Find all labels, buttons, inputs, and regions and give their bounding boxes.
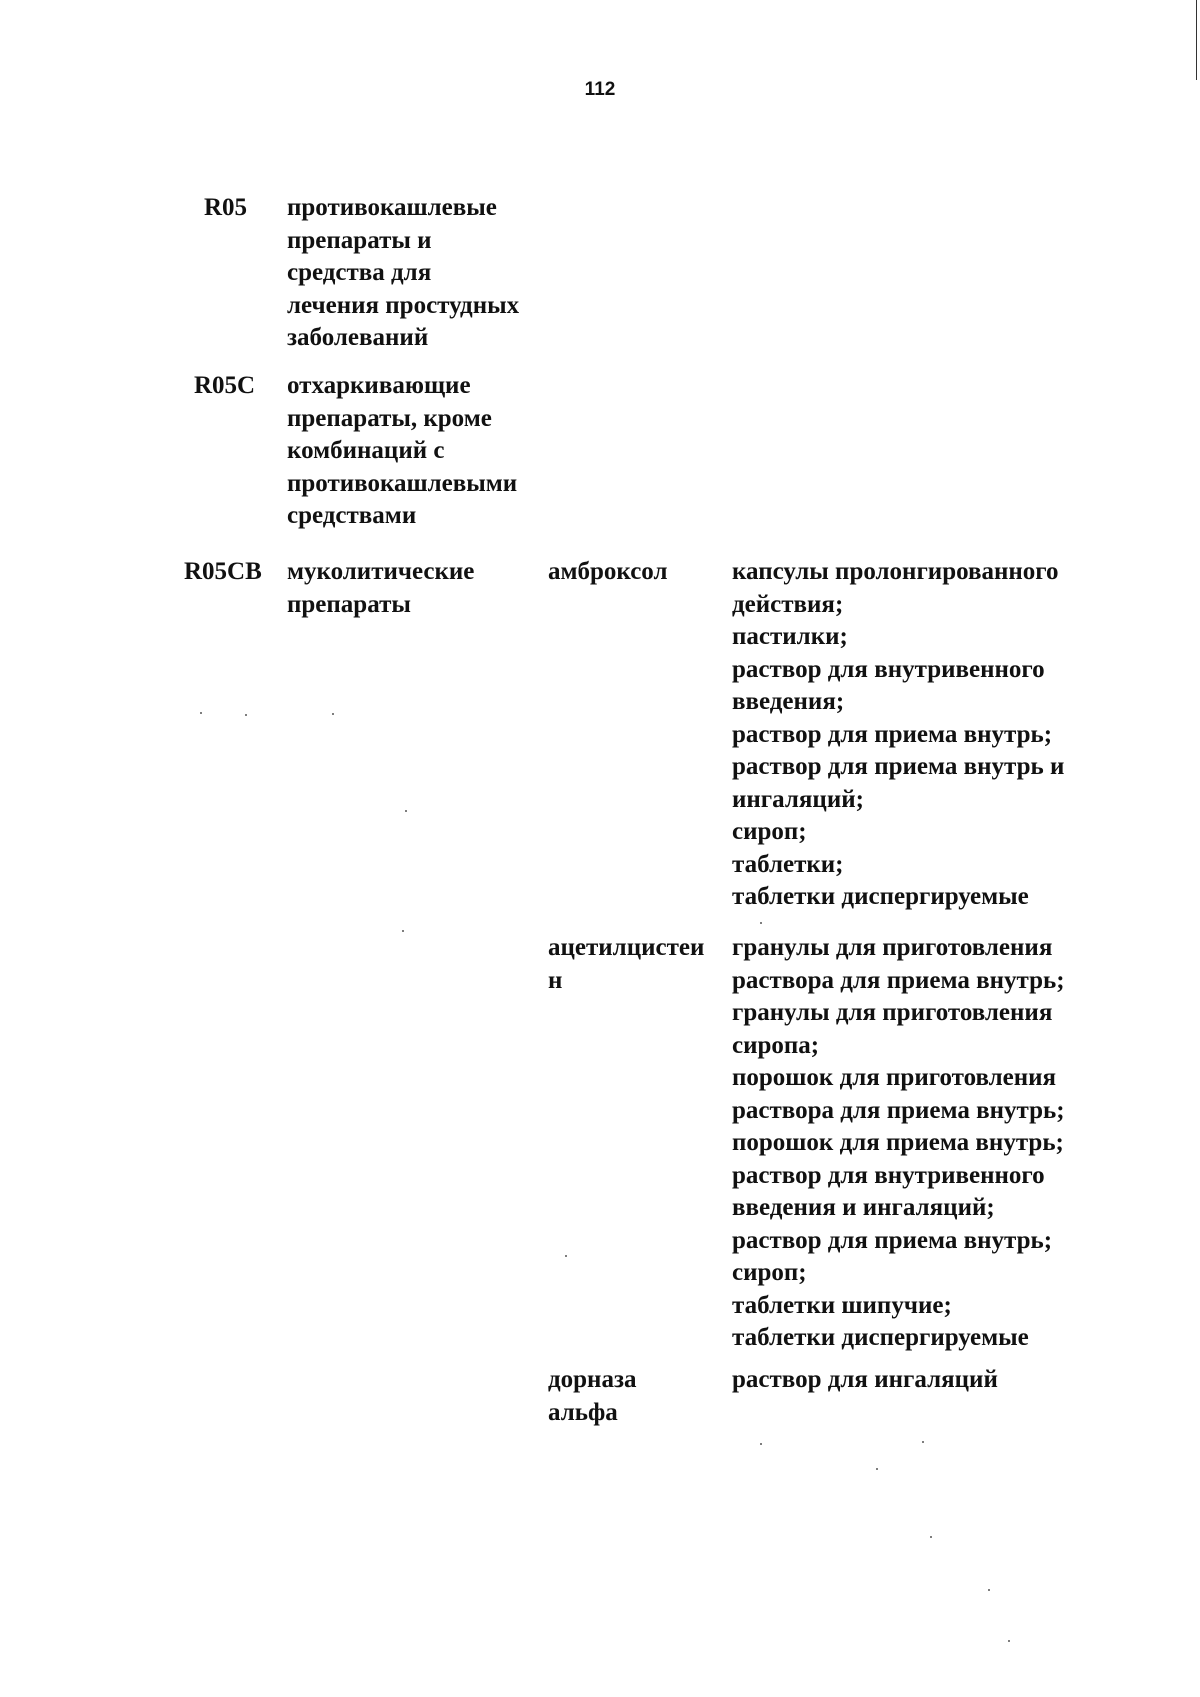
description-line: препараты и: [287, 226, 432, 254]
dosage-form-line: таблетки диспергируемые: [732, 1324, 1029, 1351]
dosage-form-line: раствор для приема внутрь;: [732, 1226, 1053, 1254]
dosage-form-line: раствора для приема внутрь;: [732, 1096, 1065, 1124]
dosage-form-line: раствора для приема внутрь;: [732, 966, 1065, 994]
dosage-form-line: пастилки;: [732, 623, 848, 650]
dosage-form-line: порошок для приготовления: [732, 1064, 1057, 1091]
dosage-form-line: введения и ингаляций;: [732, 1194, 995, 1221]
description-line: муколитические: [287, 558, 475, 585]
dosage-forms: [732, 1364, 1132, 1397]
dosage-form-line: таблетки шипучие;: [732, 1291, 952, 1319]
scan-speck: [760, 922, 762, 924]
description-line: противокашлевыми: [287, 469, 518, 497]
scan-speck: [565, 1255, 567, 1257]
dosage-form-line: гранулы для приготовления: [732, 999, 1053, 1026]
drug-name-line: ацетилцистеи: [548, 934, 705, 961]
dosage-form-line: раствор для ингаляций: [732, 1366, 998, 1393]
description-line: заболеваний: [287, 324, 429, 351]
description-line: препараты, кроме: [287, 404, 492, 432]
dosage-form-line: таблетки диспергируемые: [732, 883, 1029, 910]
description-line: комбинаций с: [287, 437, 445, 464]
dosage-form-line: раствор для внутривенного: [732, 1161, 1045, 1189]
dosage-form-line: сироп;: [732, 818, 807, 845]
description-line: отхаркивающие: [287, 372, 471, 399]
dosage-form-line: сиропа;: [732, 1031, 820, 1059]
description-line: средствами: [287, 502, 417, 529]
scan-speck: [922, 1441, 924, 1443]
atc-description: [287, 370, 547, 533]
scan-speck: [245, 714, 247, 716]
scan-speck: [200, 712, 202, 714]
table-row: [0, 192, 1200, 362]
drug-name-line: н: [548, 966, 563, 994]
dosage-form-line: капсулы пролонгированного: [732, 558, 1059, 585]
drug-name: [548, 932, 728, 997]
dosage-form-line: порошок для приема внутрь;: [732, 1129, 1064, 1156]
description-line: препараты: [287, 590, 411, 618]
dosage-forms: [732, 932, 1132, 1355]
dosage-form-line: гранулы для приготовления: [732, 934, 1053, 961]
description-line: лечения простудных: [287, 291, 520, 319]
table-row: [0, 556, 1200, 1456]
atc-code: R05: [204, 194, 248, 221]
scan-speck: [1008, 1640, 1010, 1642]
drug-name-line: амброксол: [548, 558, 668, 585]
scan-speck: [876, 1468, 878, 1470]
drug-name: [548, 1364, 728, 1429]
drug-name-line: альфа: [548, 1398, 618, 1426]
scan-speck: [988, 1589, 990, 1591]
dosage-form-line: раствор для приема внутрь и: [732, 753, 1065, 780]
table-row: [0, 370, 1200, 540]
atc-description: [287, 556, 547, 621]
dosage-form-line: введения;: [732, 688, 845, 715]
dosage-form-line: сироп;: [732, 1259, 807, 1286]
dosage-form-line: ингаляций;: [732, 785, 864, 813]
dosage-form-line: раствор для внутривенного: [732, 655, 1045, 683]
scan-speck: [405, 810, 407, 812]
dosage-form-line: таблетки;: [732, 850, 844, 878]
dosage-form-line: действия;: [732, 590, 844, 618]
atc-code: R05C: [194, 372, 256, 399]
atc-description: [287, 192, 547, 355]
description-line: средства для: [287, 259, 432, 286]
dosage-form-line: раствор для приема внутрь;: [732, 720, 1053, 748]
drug-name-line: дорназа: [548, 1366, 637, 1393]
drug-name: [548, 556, 728, 589]
page-number: 112: [584, 79, 616, 100]
scan-speck: [332, 713, 334, 715]
scan-speck: [760, 1443, 762, 1445]
scan-speck: [402, 930, 404, 932]
dosage-forms: [732, 556, 1132, 914]
atc-code: R05CB: [184, 558, 262, 585]
description-line: противокашлевые: [287, 194, 497, 221]
scan-speck: [930, 1536, 932, 1538]
scan-edge-line: [1196, 0, 1197, 80]
